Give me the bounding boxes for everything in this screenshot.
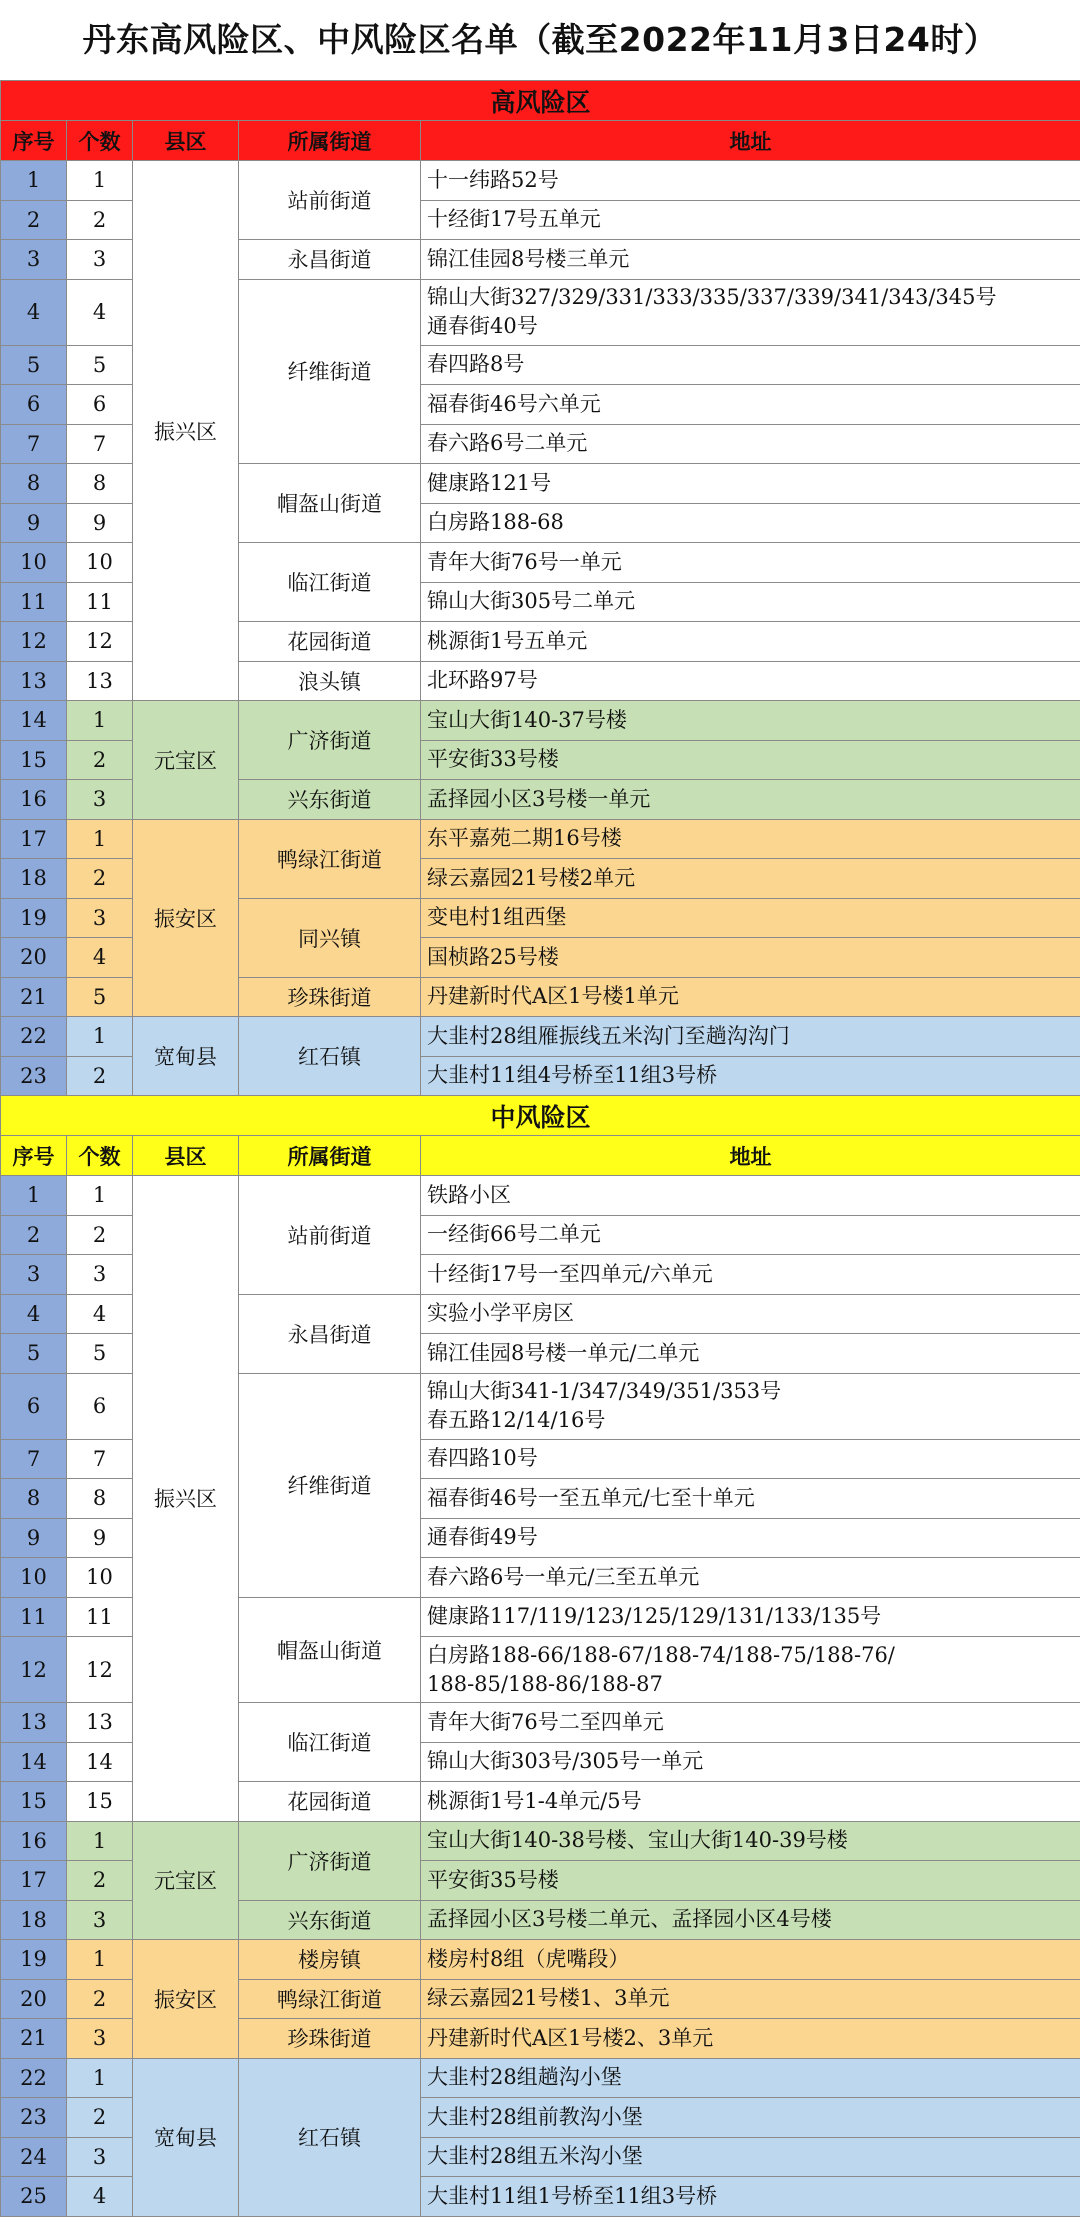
street-cell: 鸭绿江街道 bbox=[239, 1979, 421, 2019]
seq-cell: 8 bbox=[1, 464, 67, 504]
count-cell: 3 bbox=[67, 240, 133, 280]
table-row bbox=[1, 1940, 1080, 1980]
seq-cell: 20 bbox=[1, 1979, 67, 2019]
seq-cell: 7 bbox=[1, 1439, 67, 1479]
street-cell: 红石镇 bbox=[239, 1017, 421, 1096]
count-cell: 3 bbox=[67, 2137, 133, 2177]
county-cell: 元宝区 bbox=[133, 701, 239, 820]
address-cell: 变电村1组西堡 bbox=[421, 898, 1080, 938]
street-cell: 鸭绿江街道 bbox=[239, 819, 421, 898]
street-cell: 临江街道 bbox=[239, 1703, 421, 1782]
table-row bbox=[1, 1176, 1080, 1216]
count-cell: 10 bbox=[67, 1558, 133, 1598]
count-cell: 6 bbox=[67, 1373, 133, 1439]
address-cell: 十经街17号五单元 bbox=[421, 200, 1080, 240]
street-cell: 花园街道 bbox=[239, 622, 421, 662]
address-cell: 平安街35号楼 bbox=[421, 1861, 1080, 1901]
seq-cell: 17 bbox=[1, 819, 67, 859]
seq-cell: 1 bbox=[1, 1176, 67, 1216]
count-cell: 1 bbox=[67, 701, 133, 741]
count-cell: 5 bbox=[67, 1334, 133, 1374]
street-cell: 同兴镇 bbox=[239, 898, 421, 977]
count-header: 个数 bbox=[67, 1136, 133, 1176]
count-cell: 1 bbox=[67, 1940, 133, 1980]
seq-cell: 12 bbox=[1, 622, 67, 662]
address-cell: 国桢路25号楼 bbox=[421, 938, 1080, 978]
street-cell: 花园街道 bbox=[239, 1782, 421, 1822]
count-cell: 3 bbox=[67, 898, 133, 938]
seq-cell: 14 bbox=[1, 701, 67, 741]
seq-cell: 23 bbox=[1, 2098, 67, 2138]
count-cell: 2 bbox=[67, 1215, 133, 1255]
mid-banner-row bbox=[1, 1096, 1080, 1136]
address-cell: 桃源街1号1-4单元/5号 bbox=[421, 1782, 1080, 1822]
address-cell: 春四路8号 bbox=[421, 345, 1080, 385]
street-header: 所属街道 bbox=[239, 121, 421, 161]
seq-cell: 7 bbox=[1, 424, 67, 464]
address-cell: 锦山大街327/329/331/333/335/337/339/341/343/345号 通春街40号 bbox=[421, 279, 1080, 345]
address-cell: 北环路97号 bbox=[421, 661, 1080, 701]
street-cell: 站前街道 bbox=[239, 1176, 421, 1295]
address-cell: 锦江佳园8号楼三单元 bbox=[421, 240, 1080, 280]
county-header: 县区 bbox=[133, 121, 239, 161]
address-cell: 丹建新时代A区1号楼1单元 bbox=[421, 977, 1080, 1017]
seq-cell: 19 bbox=[1, 898, 67, 938]
address-cell: 锦山大街303号/305号一单元 bbox=[421, 1742, 1080, 1782]
seq-cell: 14 bbox=[1, 1742, 67, 1782]
count-cell: 2 bbox=[67, 859, 133, 899]
mid-header-row bbox=[1, 1136, 1080, 1176]
address-cell: 大韭村28组雁振线五米沟门至趟沟沟门 bbox=[421, 1017, 1080, 1057]
count-cell: 1 bbox=[67, 1176, 133, 1216]
count-cell: 7 bbox=[67, 1439, 133, 1479]
count-cell: 2 bbox=[67, 1056, 133, 1096]
county-header: 县区 bbox=[133, 1136, 239, 1176]
address-cell: 大韭村11组4号桥至11组3号桥 bbox=[421, 1056, 1080, 1096]
street-cell: 广济街道 bbox=[239, 1821, 421, 1900]
count-cell: 12 bbox=[67, 1637, 133, 1703]
address-header: 地址 bbox=[421, 121, 1080, 161]
address-cell: 锦山大街305号二单元 bbox=[421, 582, 1080, 622]
seq-cell: 21 bbox=[1, 2019, 67, 2059]
count-cell: 8 bbox=[67, 464, 133, 504]
address-cell: 通春街49号 bbox=[421, 1518, 1080, 1558]
seq-cell: 2 bbox=[1, 200, 67, 240]
county-cell: 振安区 bbox=[133, 819, 239, 1017]
street-cell: 珍珠街道 bbox=[239, 977, 421, 1017]
seq-cell: 21 bbox=[1, 977, 67, 1017]
address-cell: 丹建新时代A区1号楼2、3单元 bbox=[421, 2019, 1080, 2059]
count-cell: 4 bbox=[67, 2177, 133, 2217]
page-title: 丹东高风险区、中风险区名单（截至2022年11月3日24时） bbox=[82, 20, 998, 59]
high-risk-banner: 高风险区 bbox=[1, 81, 1080, 121]
count-cell: 3 bbox=[67, 2019, 133, 2059]
county-cell: 宽甸县 bbox=[133, 1017, 239, 1096]
address-cell: 绿云嘉园21号楼1、3单元 bbox=[421, 1979, 1080, 2019]
address-cell: 十经街17号一至四单元/六单元 bbox=[421, 1255, 1080, 1295]
street-cell: 浪头镇 bbox=[239, 661, 421, 701]
seq-cell: 22 bbox=[1, 1017, 67, 1057]
address-cell: 福春街46号六单元 bbox=[421, 385, 1080, 425]
mid-risk-banner: 中风险区 bbox=[1, 1096, 1080, 1136]
address-cell: 春四路10号 bbox=[421, 1439, 1080, 1479]
count-cell: 5 bbox=[67, 345, 133, 385]
count-cell: 2 bbox=[67, 2098, 133, 2138]
seq-cell: 1 bbox=[1, 161, 67, 201]
address-cell: 锦江佳园8号楼一单元/二单元 bbox=[421, 1334, 1080, 1374]
high-header-row bbox=[1, 121, 1080, 161]
seq-cell: 13 bbox=[1, 661, 67, 701]
seq-cell: 6 bbox=[1, 1373, 67, 1439]
seq-cell: 11 bbox=[1, 582, 67, 622]
address-cell: 大韭村11组1号桥至11组3号桥 bbox=[421, 2177, 1080, 2217]
seq-cell: 4 bbox=[1, 1294, 67, 1334]
address-cell: 春六路6号二单元 bbox=[421, 424, 1080, 464]
address-cell: 实验小学平房区 bbox=[421, 1294, 1080, 1334]
county-cell: 振安区 bbox=[133, 1940, 239, 2059]
street-cell: 帽盔山街道 bbox=[239, 1597, 421, 1703]
street-cell: 纤维街道 bbox=[239, 279, 421, 464]
seq-header: 序号 bbox=[1, 1136, 67, 1176]
street-cell: 广济街道 bbox=[239, 701, 421, 780]
table-row bbox=[1, 1017, 1080, 1057]
address-header: 地址 bbox=[421, 1136, 1080, 1176]
street-cell: 兴东街道 bbox=[239, 1900, 421, 1940]
address-cell: 桃源街1号五单元 bbox=[421, 622, 1080, 662]
seq-cell: 25 bbox=[1, 2177, 67, 2217]
seq-cell: 16 bbox=[1, 780, 67, 820]
count-cell: 3 bbox=[67, 1900, 133, 1940]
seq-header: 序号 bbox=[1, 121, 67, 161]
address-cell: 十一纬路52号 bbox=[421, 161, 1080, 201]
seq-cell: 10 bbox=[1, 543, 67, 583]
address-cell: 锦山大街341-1/347/349/351/353号 春五路12/14/16号 bbox=[421, 1373, 1080, 1439]
count-cell: 4 bbox=[67, 1294, 133, 1334]
seq-cell: 15 bbox=[1, 1782, 67, 1822]
address-cell: 健康路121号 bbox=[421, 464, 1080, 504]
street-cell: 珍珠街道 bbox=[239, 2019, 421, 2059]
count-cell: 2 bbox=[67, 200, 133, 240]
seq-cell: 12 bbox=[1, 1637, 67, 1703]
count-cell: 1 bbox=[67, 819, 133, 859]
count-cell: 13 bbox=[67, 1703, 133, 1743]
count-cell: 8 bbox=[67, 1479, 133, 1519]
seq-cell: 11 bbox=[1, 1597, 67, 1637]
count-cell: 6 bbox=[67, 385, 133, 425]
address-cell: 孟择园小区3号楼二单元、孟择园小区4号楼 bbox=[421, 1900, 1080, 1940]
address-cell: 健康路117/119/123/125/129/131/133/135号 bbox=[421, 1597, 1080, 1637]
seq-cell: 6 bbox=[1, 385, 67, 425]
seq-cell: 23 bbox=[1, 1056, 67, 1096]
count-cell: 2 bbox=[67, 740, 133, 780]
street-cell: 站前街道 bbox=[239, 161, 421, 240]
address-cell: 大韭村28组趟沟小堡 bbox=[421, 2058, 1080, 2098]
count-cell: 5 bbox=[67, 977, 133, 1017]
count-cell: 4 bbox=[67, 938, 133, 978]
address-cell: 白房路188-66/188-67/188-74/188-75/188-76/ 188-85/188-86/188-87 bbox=[421, 1637, 1080, 1703]
seq-cell: 18 bbox=[1, 859, 67, 899]
street-cell: 永昌街道 bbox=[239, 240, 421, 280]
count-header: 个数 bbox=[67, 121, 133, 161]
seq-cell: 4 bbox=[1, 279, 67, 345]
address-cell: 大韭村28组前教沟小堡 bbox=[421, 2098, 1080, 2138]
seq-cell: 16 bbox=[1, 1821, 67, 1861]
count-cell: 1 bbox=[67, 1017, 133, 1057]
county-cell: 宽甸县 bbox=[133, 2058, 239, 2216]
address-cell: 平安街33号楼 bbox=[421, 740, 1080, 780]
count-cell: 14 bbox=[67, 1742, 133, 1782]
table-row bbox=[1, 2058, 1080, 2098]
count-cell: 2 bbox=[67, 1979, 133, 2019]
table-row bbox=[1, 701, 1080, 741]
address-cell: 一经街66号二单元 bbox=[421, 1215, 1080, 1255]
street-cell: 临江街道 bbox=[239, 543, 421, 622]
table-row bbox=[1, 1821, 1080, 1861]
seq-cell: 2 bbox=[1, 1215, 67, 1255]
street-cell: 红石镇 bbox=[239, 2058, 421, 2216]
street-cell: 兴东街道 bbox=[239, 780, 421, 820]
address-cell: 大韭村28组五米沟小堡 bbox=[421, 2137, 1080, 2177]
seq-cell: 13 bbox=[1, 1703, 67, 1743]
count-cell: 11 bbox=[67, 1597, 133, 1637]
address-cell: 东平嘉苑二期16号楼 bbox=[421, 819, 1080, 859]
street-cell: 帽盔山街道 bbox=[239, 464, 421, 543]
address-cell: 白房路188-68 bbox=[421, 503, 1080, 543]
seq-cell: 17 bbox=[1, 1861, 67, 1901]
seq-cell: 22 bbox=[1, 2058, 67, 2098]
count-cell: 1 bbox=[67, 161, 133, 201]
count-cell: 1 bbox=[67, 1821, 133, 1861]
count-cell: 1 bbox=[67, 2058, 133, 2098]
count-cell: 2 bbox=[67, 1861, 133, 1901]
risk-table bbox=[0, 80, 1080, 2217]
address-cell: 楼房村8组（虎嘴段） bbox=[421, 1940, 1080, 1980]
seq-cell: 3 bbox=[1, 240, 67, 280]
seq-cell: 9 bbox=[1, 1518, 67, 1558]
seq-cell: 10 bbox=[1, 1558, 67, 1598]
county-cell: 振兴区 bbox=[133, 161, 239, 701]
table-row bbox=[1, 161, 1080, 201]
count-cell: 15 bbox=[67, 1782, 133, 1822]
street-cell: 永昌街道 bbox=[239, 1294, 421, 1373]
address-cell: 青年大街76号二至四单元 bbox=[421, 1703, 1080, 1743]
count-cell: 13 bbox=[67, 661, 133, 701]
street-header: 所属街道 bbox=[239, 1136, 421, 1176]
seq-cell: 5 bbox=[1, 1334, 67, 1374]
count-cell: 12 bbox=[67, 622, 133, 662]
seq-cell: 15 bbox=[1, 740, 67, 780]
address-cell: 铁路小区 bbox=[421, 1176, 1080, 1216]
high-banner-row bbox=[1, 81, 1080, 121]
seq-cell: 24 bbox=[1, 2137, 67, 2177]
seq-cell: 18 bbox=[1, 1900, 67, 1940]
address-cell: 福春街46号一至五单元/七至十单元 bbox=[421, 1479, 1080, 1519]
address-cell: 春六路6号一单元/三至五单元 bbox=[421, 1558, 1080, 1598]
seq-cell: 19 bbox=[1, 1940, 67, 1980]
street-cell: 纤维街道 bbox=[239, 1373, 421, 1597]
count-cell: 7 bbox=[67, 424, 133, 464]
address-cell: 宝山大街140-38号楼、宝山大街140-39号楼 bbox=[421, 1821, 1080, 1861]
county-cell: 元宝区 bbox=[133, 1821, 239, 1940]
count-cell: 3 bbox=[67, 780, 133, 820]
seq-cell: 20 bbox=[1, 938, 67, 978]
count-cell: 4 bbox=[67, 279, 133, 345]
count-cell: 10 bbox=[67, 543, 133, 583]
seq-cell: 3 bbox=[1, 1255, 67, 1295]
count-cell: 9 bbox=[67, 503, 133, 543]
address-cell: 青年大街76号一单元 bbox=[421, 543, 1080, 583]
count-cell: 3 bbox=[67, 1255, 133, 1295]
address-cell: 孟择园小区3号楼一单元 bbox=[421, 780, 1080, 820]
address-cell: 宝山大街140-37号楼 bbox=[421, 701, 1080, 741]
address-cell: 绿云嘉园21号楼2单元 bbox=[421, 859, 1080, 899]
count-cell: 11 bbox=[67, 582, 133, 622]
seq-cell: 8 bbox=[1, 1479, 67, 1519]
count-cell: 9 bbox=[67, 1518, 133, 1558]
seq-cell: 5 bbox=[1, 345, 67, 385]
seq-cell: 9 bbox=[1, 503, 67, 543]
street-cell: 楼房镇 bbox=[239, 1940, 421, 1980]
table-row bbox=[1, 819, 1080, 859]
county-cell: 振兴区 bbox=[133, 1176, 239, 1822]
